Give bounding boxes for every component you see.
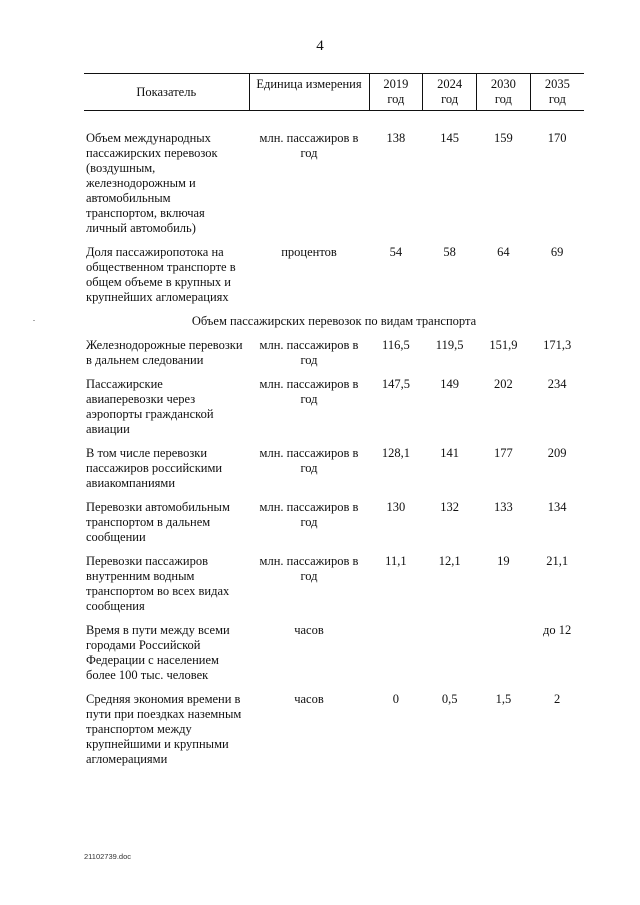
scan-artifact [33,320,35,321]
row-value-2030: 19 [497,554,510,568]
row-unit: млн. пассажиров в год [259,500,359,529]
row-value-2019: 130 [386,500,406,514]
row-value-2024: 149 [440,377,459,391]
table-header [84,74,584,111]
row-value-2024: 141 [440,446,459,460]
row-indicator: Железнодорожные перевозки в дальнем следовании [86,338,243,367]
row-value-2035: 134 [547,500,567,514]
header-year-value: 2030 [490,77,516,91]
row-value-2035: 170 [547,131,567,145]
section-row [84,314,584,329]
row-value-2019: 116,5 [382,338,410,352]
row-unit: часов [294,692,324,706]
header-unit: Единица измерения [249,74,369,111]
table-body [84,111,584,768]
row-value-2030: 202 [494,377,513,391]
header-year-2035 [530,74,584,111]
row-value-2030: 159 [494,131,513,145]
row-indicator: Объем международных пассажирских перевозок (воздушным, железнодорожным и автомобильным транспортом, включая личный автомобиль) [86,131,218,235]
row-value-2024 [423,623,477,683]
header-year-suffix: год [494,92,512,106]
row-unit: млн. пассажиров в год [259,446,359,475]
row-value-2019: 128,1 [381,446,410,460]
row-indicator: Доля пассажиропотока на общественном транспорте в общем объеме в крупных и крупнейших агломерациях [86,245,236,304]
row-value-2035: 2 [554,692,561,706]
table-row [84,692,584,767]
row-indicator: Средняя экономия времени в пути при поездках наземным транспортом между крупнейшими и крупными агломерациями [86,692,242,766]
row-indicator: В том числе перевозки пассажиров российскими авиакомпаниями [86,446,223,490]
row-value-2035: 21,1 [546,554,569,568]
header-year-suffix: год [387,92,405,106]
table-row [84,500,584,545]
row-value-2019: 11,1 [385,554,407,568]
row-value-2019: 54 [389,245,403,259]
row-indicator: Перевозки автомобильным транспортом в дальнем сообщении [86,500,230,544]
row-value-2035: 171,3 [543,338,572,352]
section-title: Объем пассажирских перевозок по видам транспорта [191,314,477,328]
table-row [84,446,584,491]
row-value-2035: 234 [547,377,567,391]
header-year-2024 [423,74,477,111]
header-indicator: Показатель [84,74,249,111]
row-value-2035: 69 [550,245,564,259]
header-year-value: 2019 [383,77,409,91]
header-year-suffix: год [548,92,566,106]
row-value-2024: 145 [440,131,459,145]
indicators-table-wrapper [84,73,584,767]
table-row [84,623,584,683]
document-filename: 21102739.doc [84,852,131,861]
table-row [84,338,584,368]
row-unit: процентов [281,245,337,259]
row-indicator: Пассажирские авиаперевозки через аэропорты гражданской авиации [86,377,214,436]
row-value-2035: до 12 [543,623,572,637]
row-value-2024: 58 [443,245,456,259]
row-unit: млн. пассажиров в год [259,554,359,583]
row-value-2024: 12,1 [438,554,461,568]
row-value-2030: 133 [494,500,513,514]
row-value-2024: 0,5 [441,692,458,706]
header-year-value: 2035 [544,77,570,91]
indicators-table [84,73,584,767]
table-row [84,554,584,614]
row-value-2019: 138 [386,131,406,145]
header-year-2030 [477,74,531,111]
row-indicator: Перевозки пассажиров внутренним водным транспортом во всех видах сообщения [86,554,230,613]
row-value-2019: 147,5 [381,377,410,391]
header-year-2019 [369,74,423,111]
row-value-2019: 0 [392,692,399,706]
table-row [84,377,584,437]
table-row [84,245,584,305]
row-unit: часов [294,623,324,637]
row-value-2024: 132 [440,500,459,514]
row-value-2030 [477,623,531,683]
row-unit: млн. пассажиров в год [259,131,359,160]
table-row [84,131,584,236]
row-unit: млн. пассажиров в год [259,377,359,406]
page-number: 4 [316,38,324,54]
header-year-suffix: год [441,92,459,106]
row-value-2024: 119,5 [435,338,464,352]
row-value-2030: 64 [497,245,510,259]
header-year-value: 2024 [437,77,463,91]
row-value-2030: 1,5 [495,692,512,706]
row-indicator: Время в пути между всеми городами Российской Федерации с населением более 100 тыс. человек [86,623,230,682]
row-value-2030: 151,9 [489,338,518,352]
row-value-2030: 177 [494,446,513,460]
row-value-2019 [369,623,423,683]
row-unit: млн. пассажиров в год [259,338,359,367]
row-value-2035: 209 [547,446,567,460]
